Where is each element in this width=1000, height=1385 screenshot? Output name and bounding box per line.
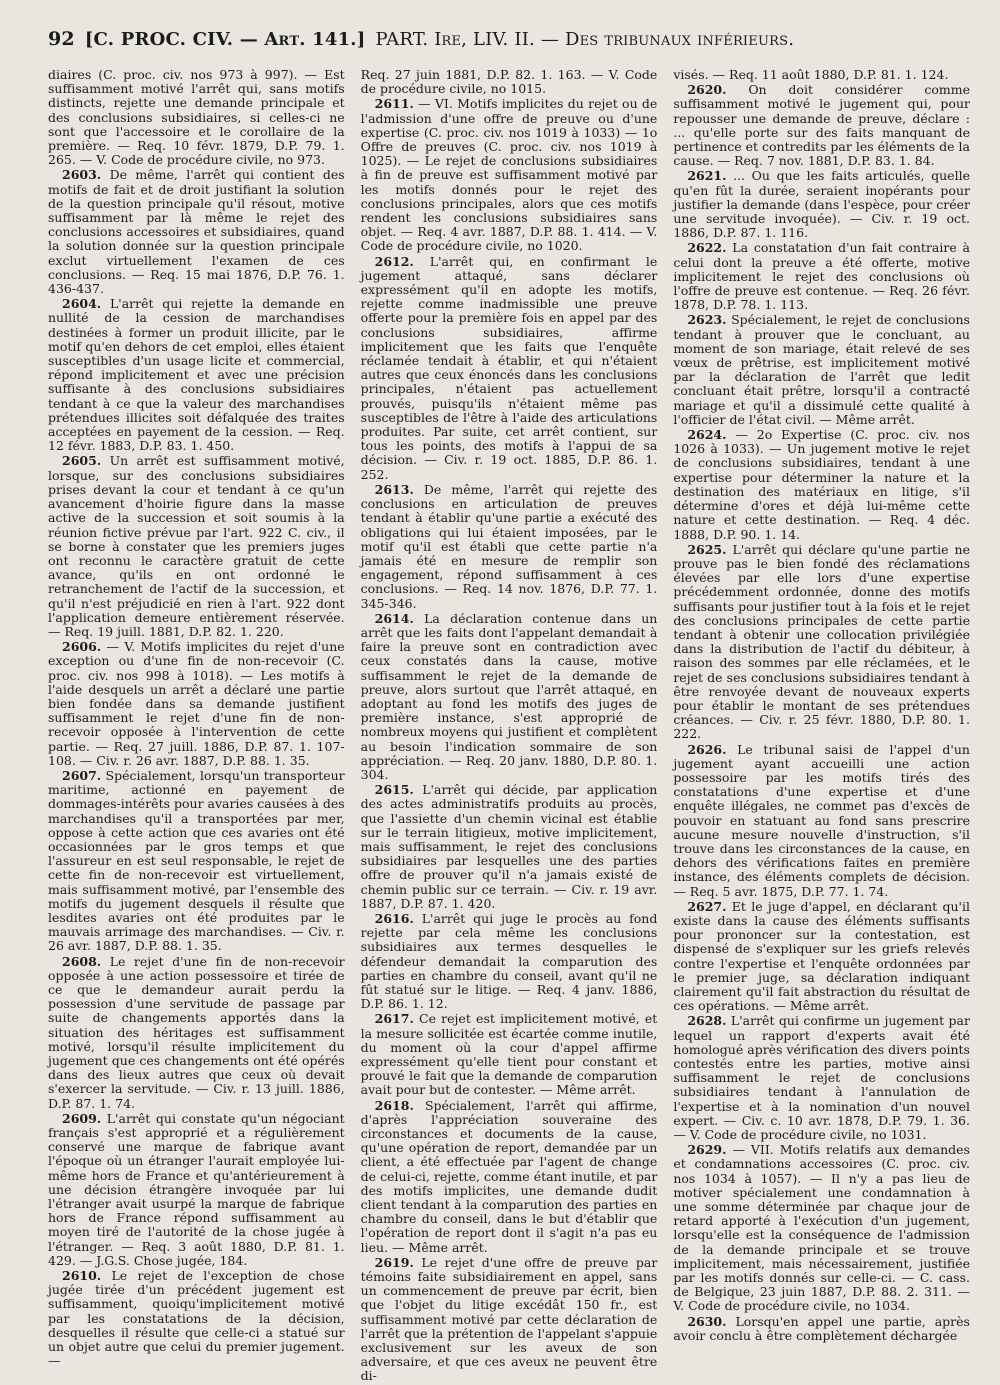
paragraph-text: L'arrêt qui confirme un jugement par lequel un rapport d'experts avait été homologué après vérification des divers points contestés entre les parties, motive ainsi suffisamment le rejet de conclusions subsidiaires tendant à l'annulation de l'expertise et à la nomination d'un nouvel expert. — Civ. c. 10 avr. 1878, D.P. 79. 1. 36. — V. Code de procédure civile, no 1031. — [673, 1013, 970, 1143]
paragraph-number: 2608. — [62, 953, 102, 969]
paragraph-text: De même, l'arrêt qui contient des motifs de fait et de droit justifiant la solution de la question principale qu'il résout, motive suffisamment par là même le rejet des conclusions accessoires et subsidiaires, quand la solution donnée sur la question principale exclut virtuellement l'examen de ces conclusions. — Req. 15 mai 1876, D.P. 76. 1. 436-437. — [48, 167, 345, 297]
paragraph — [673, 428, 970, 542]
paragraph-text: ... Ou que les faits articulés, quelle qu'en fût la durée, seraient inopérants pour justifier la demande (dans l'espèce, pour créer une servitude invoquée). — Civ. r. 19 oct. 1886, D.P. 87. 1. 116. — [673, 168, 970, 241]
column-middle — [361, 68, 658, 1385]
paragraph-text: Le tribunal saisi de l'appel d'un jugement ayant accueilli une action possessoire par les motifs tirés des constatations d'une expertise et d'une enquête illégales, ne commet pas d'excès de pouvoir en statuant au fond sans prescrire aucune mesure nouvelle d'instruction, s'il trouve dans les circonstances de la cause, en dehors des vérifications faites en première instance, des éléments complets de décision. — Req. 5 avr. 1875, D.P. 77. 1. 74. — [673, 741, 970, 899]
paragraph — [48, 297, 345, 453]
paragraph-number: 2609. — [62, 1110, 102, 1126]
paragraph-text: Req. 27 juin 1881, D.P. 82. 1. 163. — V. Code de procédure civile, no 1015. — [360, 67, 658, 97]
paragraph-number: 2630. — [687, 1313, 727, 1329]
paragraph — [48, 955, 345, 1111]
paragraph — [361, 1256, 658, 1384]
paragraph-text: La déclaration contenue dans un arrêt que les faits dont l'appelant demandait à faire la preuve sont en contradiction avec ceux constatés dans la cause, motive suffisamment le rejet de la demande de preuve, alors surtout que l'arrêt attaqué, en adoptant au fond les motifs des juges de première instance, s'est approprié de nombreux moyens qui justifient et complètent au besoin l'indication sommaire de son appréciation. — Req. 20 janv. 1880, D.P. 80. 1. 304. — [360, 610, 658, 782]
paragraph — [673, 743, 970, 899]
paragraph-number: 2616. — [374, 910, 414, 926]
paragraph-number: 2626. — [687, 741, 727, 757]
paragraph — [361, 1012, 658, 1097]
paragraph-number: 2607. — [62, 767, 102, 783]
paragraph-number: 2612. — [374, 253, 414, 269]
paragraph-number: 2613. — [374, 481, 414, 497]
paragraph-number: 2615. — [374, 782, 414, 798]
paragraph-number: 2625. — [687, 541, 727, 557]
paragraph-number: 2622. — [687, 240, 727, 256]
paragraph — [48, 68, 345, 167]
paragraph — [48, 1269, 345, 1368]
header-left: [C. PROC. CIV. — Art. 141.] — [84, 29, 366, 50]
paragraph — [673, 1014, 970, 1142]
paragraph-text: Le rejet de l'exception de chose jugée tirée d'un précédent jugement est suffisamment, quoiqu'implicitement motivé par les constatations de la décision, desquelles il résulte que celle-ci a statué sur un objet autre que celui du premier jugement. — — [48, 1268, 345, 1369]
paragraph-text: La constatation d'un fait contraire à celui dont la preuve a été offerte, motive implicitement le rejet des conclusions où l'offre de preuve est contenue. — Req. 26 févr. 1878, D.P. 78. 1. 113. — [673, 240, 970, 313]
paragraph — [48, 769, 345, 954]
paragraph-number: 2628. — [687, 1013, 727, 1029]
header-right: PART. Ire, LIV. II. — Des tribunaux inférieurs. — [375, 29, 795, 50]
paragraph — [673, 1143, 970, 1313]
paragraph-text: Lorsqu'en appel une partie, après avoir conclu à être complètement déchargée — [673, 1313, 970, 1343]
paragraph-text: Le rejet d'une offre de preuve par témoins faite subsidiairement en appel, sans un commencement de preuve par écrit, bien que l'objet du litige excédât 150 fr., est suffisamment motivé par cette déclaration de l'arrêt que la prétention de l'appelant s'appuie exclusivement sur les aveux de son adversaire, et que ces aveux ne peuvent être di- — [360, 1254, 658, 1384]
paragraph-text: — 2o Expertise (C. proc. civ. nos 1026 à 1033). — Un jugement motive le rejet de conclusions subsidiaires, tendant à une expertise pour déterminer la nature et la destination des matériaux en litige, s'il détermine d'ores et déjà lui-même cette nature et cette destination. — Req. 4 déc. 1888, D.P. 90. 1. 14. — [673, 427, 970, 542]
paragraph — [361, 255, 658, 482]
paragraph-number: 2627. — [687, 898, 727, 914]
paragraph-text: Le rejet d'une fin de non-recevoir opposée à une action possessoire et tirée de ce que le demandeur aurait perdu la possession d'une servitude de passage par suite de changements apportés dans la situation des héritages est suffisamment motivé, lorsqu'il résulte implicitement du jugement que ces changements ont été opérés dans des lieux autres que ceux où devait s'exercer la servitude. — Civ. r. 13 juill. 1886, D.P. 87. 1. 74. — [48, 953, 345, 1111]
paragraph — [48, 640, 345, 768]
paragraph-number: 2605. — [62, 453, 102, 469]
paragraph-number: 2617. — [374, 1011, 414, 1027]
paragraph-text: De même, l'arrêt qui rejette des conclusions en articulation de preuves tendant à établir qu'une partie a exécuté des obligations qui lui étaient imposées, par le motif qu'il est établi que cette partie n'a jamais été en mesure de remplir son engagement, répond suffisamment à ces conclusions. — Req. 14 nov. 1876, D.P. 77. 1. 345-346. — [360, 481, 658, 611]
paragraph — [673, 313, 970, 427]
paragraph — [361, 68, 658, 96]
paragraph-number: 2621. — [687, 168, 727, 184]
paragraph-number: 2629. — [687, 1142, 727, 1158]
paragraph — [361, 1099, 658, 1255]
paragraph-number: 2611. — [374, 96, 414, 112]
paragraph-text: diaires (C. proc. civ. nos 973 à 997). — Est suffisamment motivé l'arrêt qui, sans motifs distincts, rejette une demande principale et des conclusions subsidiaires, si celles-ci ne sont que l'accessoire et le corollaire de la première. — Req. 10 févr. 1879, D.P. 79. 1. 265. — V. Code de procédure civile, no 973. — [48, 67, 345, 168]
paragraph-text: — VII. Motifs relatifs aux demandes et condamnations accessoires (C. proc. civ. nos 1034 à 1057). — Il n'y a pas lieu de motiver spécialement une condamnation à une somme déterminée par chaque jour de retard apporté à l'exécution d'un jugement, lorsqu'elle est la conséquence de l'admission de la demande principale et se trouve implicitement, mais nécessairement, justifiée par les motifs donnés sur celle-ci. — C. cass. de Belgique, 23 juin 1887, D.P. 88. 2. 311. — V. Code de procédure civile, no 1034. — [673, 1142, 970, 1314]
paragraph-text: Spécialement, l'arrêt qui affirme, d'après l'appréciation souveraine des circonstances et documents de la cause, qu'une opération de report, demandée par un client, a été effectuée par l'agent de change de celui-ci, rejette, comme étant inutile, et par des motifs implicites, une demande dudit client tendant à la comparution des parties en chambre du conseil, dans le but d'établir que l'opération de report dont il s'agit n'a pas eu lieu. — Même arrêt. — [360, 1097, 658, 1255]
paragraph — [673, 543, 970, 742]
paragraph — [361, 783, 658, 911]
paragraph-text: Spécialement, le rejet de conclusions tendant à prouver que le concluant, au moment de son mariage, était relevé de ses vœux de prêtrise, est implicitement motivé par la déclaration de l'arrêt que ledit concluant était prêtre, lorsqu'il a contracté mariage et qu'il a dissimulé cette qualité à l'officier de l'état civil. — Même arrêt. — [673, 312, 970, 427]
paragraph-number: 2619. — [374, 1254, 414, 1270]
paragraph-number: 2618. — [374, 1097, 414, 1113]
paragraph — [673, 68, 970, 82]
paragraph — [673, 1315, 970, 1343]
paragraph — [48, 168, 345, 296]
paragraph-text: — VI. Motifs implicites du rejet ou de l'admission d'une offre de preuve ou d'une expertise (C. proc. civ. nos 1019 à 1033) — 1o Offre de preuves (C. proc. civ. nos 1019 à 1025). — Le rejet de conclusions subsidiaires à fin de preuve est suffisamment motivé par les motifs donnés pour le rejet des conclusions principales, alors que ces motifs rendent les conclusions subsidiaires sans objet. — Req. 4 avr. 1887, D.P. 88. 1. 414. — V. Code de procédure civile, no 1020. — [360, 96, 658, 254]
page-header — [48, 28, 970, 51]
paragraph-text: visés. — Req. 11 août 1880, D.P. 81. 1. 124. — [673, 67, 949, 82]
paragraph — [673, 169, 970, 240]
paragraph — [48, 454, 345, 639]
paragraph-text: Et le juge d'appel, en déclarant qu'il existe dans la cause des éléments suffisants pour prononcer sur la contestation, est dispensé de s'expliquer sur les griefs relevés contre l'expertise et l'enquête ordonnées par le premier juge, sa déclaration indiquant clairement qu'il fait abstraction du résultat de ces opérations. — Même arrêt. — [673, 898, 970, 1014]
paragraph — [673, 241, 970, 312]
paragraph-text: L'arrêt qui, en confirmant le jugement attaqué, sans déclarer expressément qu'il en adopte les motifs, rejette comme inadmissible une preuve offerte pour la première fois en appel par des conclusions subsidiaires, affirme implicitement que les faits que l'enquête réclamée tendait à établir, et qui n'étaient autres que ceux énoncés dans les conclusions principales, n'étaient pas actuellement prouvés, puisqu'ils n'étaient même pas susceptibles de l'être à l'aide des articulations produites. Par suite, cet arrêt contient, sur tous les points, des motifs à l'appui de sa décision. — Civ. r. 19 oct. 1885, D.P. 86. 1. 252. — [360, 253, 658, 482]
paragraph-text: L'arrêt qui juge le procès au fond rejette par cela même les conclusions subsidiaires aux termes desquelles le défendeur demandait la comparution des parties en chambre du conseil, avant qu'il ne fût statué sur le litige. — Req. 4 janv. 1886, D.P. 86. 1. 12. — [360, 910, 658, 1012]
column-right — [673, 68, 970, 1385]
paragraph-number: 2614. — [374, 610, 414, 626]
text-columns — [48, 67, 970, 1384]
paragraph — [361, 483, 658, 611]
paragraph-text: L'arrêt qui décide, par application des actes administratifs produits au procès, que l'assiette d'un chemin vicinal est établie sur le terrain litigieux, motive implicitement, mais suffisamment, le rejet des conclusions subsidiaires par lesquelles une des parties offre de prouver qu'il n'a jamais existé de chemin public sur ce terrain. — Civ. r. 19 avr. 1887, D.P. 87. 1. 420. — [360, 782, 658, 911]
paragraph-number: 2604. — [62, 296, 102, 312]
page-number: 92 — [48, 28, 75, 50]
paragraph-text: On doit considérer comme suffisamment motivé le jugement qui, pour repousser une demande de preuve, déclare : ... qu'elle porte sur des faits manquant de pertinence et contredits par les éléments de la cause. — Req. 7 nov. 1881, D.P. 83. 1. 84. — [673, 82, 970, 169]
paragraph-text: Un arrêt est suffisamment motivé, lorsque, sur des conclusions subsidiaires prises devant la cour et tendant à ce qu'un avancement d'hoirie figure dans la masse active de la succession et soit soumis à la réunion fictive prévue par l'art. 922 C. civ., il se borne à constater que les premiers juges ont reconnu le caractère gratuit de cette avance, qu'ils en ont ordonné le retranchement de l'actif de la succession, et qu'il n'est préjudicié en rien à l'art. 922 dont l'application demeure entièrement réservée. — Req. 19 juill. 1881, D.P. 82. 1. 220. — [48, 453, 345, 639]
paragraph-text: Spécialement, lorsqu'un transporteur maritime, actionné en payement de dommages-intérêts pour avaries causées à des marchandises qu'il a transportées par mer, oppose à cette action que ces avaries ont été occasionnées par le gros temps et que l'assureur en est seul responsable, le rejet de cette fin de non-recevoir est virtuellement, mais suffisamment motivé, par l'ensemble des motifs du jugement desquels il résulte que lesdites avaries ont été produites par le mauvais arrimage des marchandises. — Civ. r. 26 avr. 1887, D.P. 88. 1. 35. — [48, 767, 345, 954]
paragraph — [361, 612, 658, 782]
paragraph-number: 2610. — [62, 1268, 102, 1284]
paragraph-text: L'arrêt qui constate qu'un négociant français s'est approprié et a régulièrement conservé une marque de fabrique avant l'époque où un étranger l'aurait employée lui-même hors de France et qu'antérieurement à une décision étrangère invoquée par lui l'étranger avait usurpé la marque de fabrique hors de France répond suffisamment au moyen tiré de l'autorité de la chose jugée à l'étranger. — Req. 3 août 1880, D.P. 81. 1. 429. — J.G.S. Chose jugée, 184. — [48, 1110, 345, 1268]
paragraph-number: 2606. — [62, 639, 102, 655]
paragraph-number: 2603. — [62, 167, 102, 183]
paragraph-text: — V. Motifs implicites du rejet d'une exception ou d'une fin de non-recevoir (C. proc. civ. nos 998 à 1018). — Les motifs à l'aide desquels un arrêt a déclaré une partie bien fondée dans sa demande justifient suffisamment le rejet d'une fin de non-recevoir opposée à l'intervention de cette partie. — Req. 27 juill. 1886, D.P. 87. 1. 107-108. — Civ. r. 26 avr. 1887, D.P. 88. 1. 35. — [48, 639, 345, 768]
paragraph-number: 2624. — [687, 427, 727, 443]
paragraph — [673, 900, 970, 1014]
paragraph-text: Ce rejet est implicitement motivé, et la mesure sollicitée est écartée comme inutile, du moment où la cour d'appel affirme expressément qu'elle tient pour constant et prouvé le fait que la demande de comparution avait pour but de contester. — Même arrêt. — [360, 1011, 658, 1098]
paragraph-number: 2623. — [687, 312, 727, 328]
paragraph-text: L'arrêt qui déclare qu'une partie ne prouve pas le bien fondé des réclamations élevées par elle lors d'une expertise précédemment ordonnée, donne des motifs suffisants pour justifier tout à la fois et le rejet des conclusions principales de cette partie tendant à obtenir une collocation privilégiée dans la distribution de l'actif du débiteur, à raison des sommes par elle réclamées, et le rejet de ses conclusions subsidiaires tendant à être renvoyée devant de nouveaux experts pour établir le montant de ses prétendues créances. — Civ. r. 25 févr. 1880, D.P. 80. 1. 222. — [673, 541, 970, 742]
paragraph-number: 2620. — [687, 82, 727, 98]
paragraph — [361, 97, 658, 253]
column-left — [48, 68, 345, 1385]
paragraph-text: L'arrêt qui rejette la demande en nullité de la cession de marchandises destinées à former un produit illicite, par le motif qu'en dehors de cet emploi, elles étaient susceptibles d'un usage licite et commercial, répond implicitement et avec une précision suffisante à des conclusions subsidiaires tendant à ce que la valeur des marchandises prétendues illicites soit défalquée des traites acceptées en payement de la cession. — Req. 12 févr. 1883, D.P. 83. 1. 450. — [48, 296, 345, 454]
paragraph — [673, 83, 970, 168]
paragraph — [361, 912, 658, 1011]
paragraph — [48, 1112, 345, 1268]
